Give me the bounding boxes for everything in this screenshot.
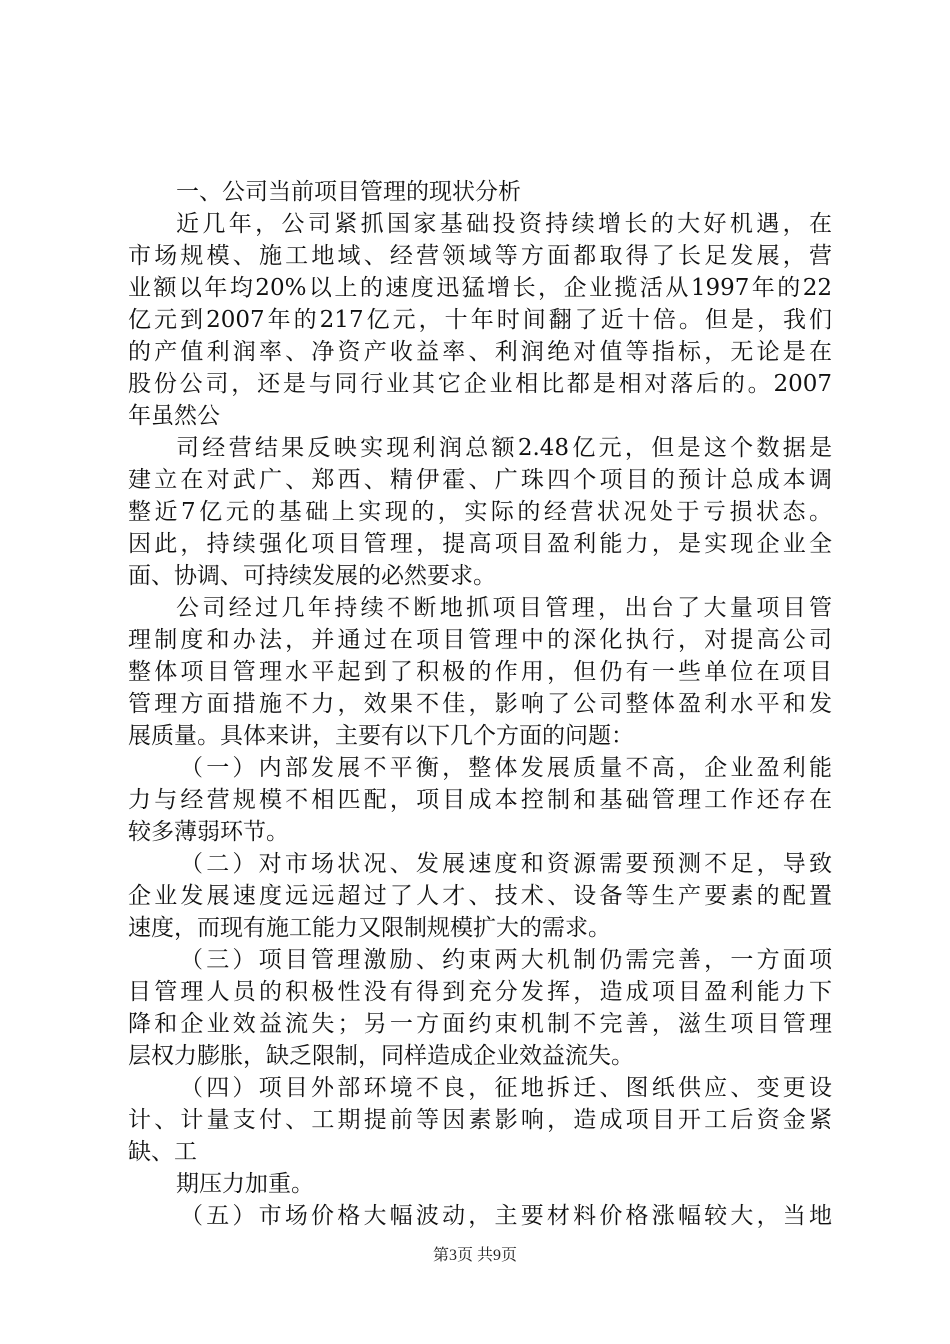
paragraph-line: 展质量。具体来讲，主要有以下几个方面的问题： [128,723,634,749]
list-item-line: 降和企业效益流失；另一方面约束机制不完善，滋生项目管理 [128,1011,832,1037]
page-number-footer: 第3页 共9页 [432,1247,517,1264]
paragraph-line: 的产值利润率、净资产收益率、利润绝对值等指标，无论是在 [128,339,832,365]
list-item-line: （二）对市场状况、发展速度和资源需要预测不足，导致 [180,851,832,877]
list-item-line: （五）市场价格大幅波动，主要材料价格涨幅较大，当地 [180,1203,832,1229]
list-item-line: 缺、工 [128,1139,197,1165]
paragraph-line: 整近7亿元的基础上实现的，实际的经营状况处于亏损状态。 [128,499,832,525]
list-item-line: 较多薄弱环节。 [128,819,289,845]
paragraph-line: 理制度和办法，并通过在项目管理中的深化执行，对提高公司 [128,627,832,653]
list-item-line: （三）项目管理激励、约束两大机制仍需完善，一方面项 [180,947,832,973]
paragraph-line: 业额以年均20%以上的速度迅猛增长，企业揽活从1997年的22 [128,275,832,301]
paragraph-line: 公司经过几年持续不断地抓项目管理，出台了大量项目管 [176,595,832,621]
paragraph-line: 近几年，公司紧抓国家基础投资持续增长的大好机遇，在 [176,211,832,237]
paragraph-line: 整体项目管理水平起到了积极的作用，但仍有一些单位在项目 [128,659,832,685]
list-item-line: （四）项目外部环境不良，征地拆迁、图纸供应、变更设 [180,1075,832,1101]
paragraph-line: 面、协调、可持续发展的必然要求。 [128,563,496,589]
paragraph-line: 股份公司，还是与同行业其它企业相比都是相对落后的。2007 [128,371,832,397]
list-item-line: 速度，而现有施工能力又限制规模扩大的需求。 [128,915,611,941]
paragraph-line: 因此，持续强化项目管理，提高项目盈利能力，是实现企业全 [128,531,832,557]
paragraph-line: 年虽然公 [128,403,220,429]
paragraph-line: 亿元到2007年的217亿元，十年时间翻了近十倍。但是，我们 [128,307,832,333]
paragraph-line: 管理方面措施不力，效果不佳，影响了公司整体盈利水平和发 [128,691,832,717]
paragraph-line: 建立在对武广、郑西、精伊霍、广珠四个项目的预计总成本调 [128,467,832,493]
list-item-line: 力与经营规模不相匹配，项目成本控制和基础管理工作还存在 [128,787,832,813]
paragraph-line: 司经营结果反映实现利润总额2.48亿元，但是这个数据是 [176,435,832,461]
list-item-line: 计、计量支付、工期提前等因素影响，造成项目开工后资金紧 [128,1107,832,1133]
list-item-line: 企业发展速度远远超过了人才、技术、设备等生产要素的配置 [128,883,832,909]
list-item-line: 层权力膨胀，缺乏限制，同样造成企业效益流失。 [128,1043,634,1069]
section-heading: 一、公司当前项目管理的现状分析 [176,179,521,205]
list-item-line: 期压力加重。 [176,1171,314,1197]
paragraph-line: 市场规模、施工地域、经营领域等方面都取得了长足发展，营 [128,243,832,269]
list-item-line: 目管理人员的积极性没有得到充分发挥，造成项目盈利能力下 [128,979,832,1005]
list-item-line: （一）内部发展不平衡，整体发展质量不高，企业盈利能 [180,755,832,781]
